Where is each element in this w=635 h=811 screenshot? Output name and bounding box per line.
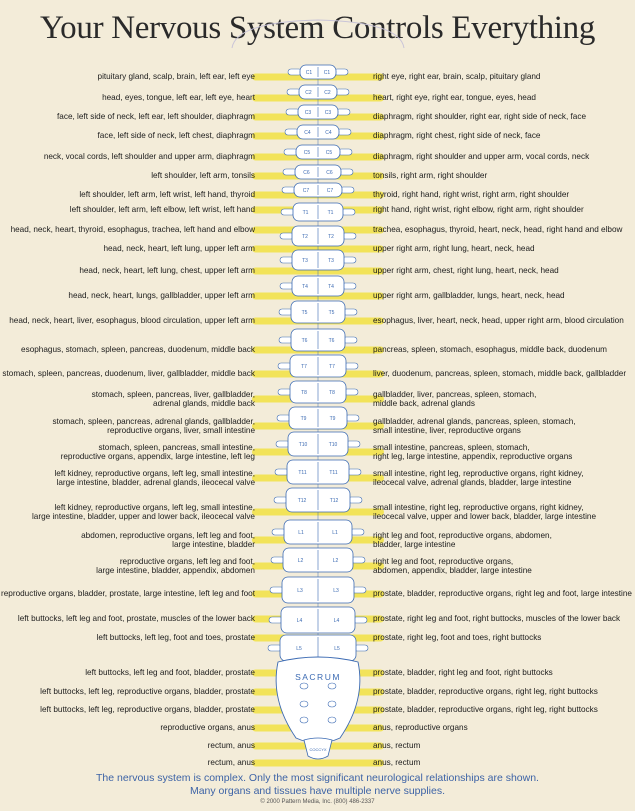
left-nerve-label: head, neck, heart, thyroid, esophagus, trachea, left hand and elbow <box>10 225 255 235</box>
vertebra-label-left-L2: L2 <box>297 558 304 564</box>
vertebra-label-right-T9: T9 <box>329 416 336 422</box>
vertebra-label-right-C3: C3 <box>324 110 332 116</box>
vertebra-label-left-T5: T5 <box>301 310 308 316</box>
left-nerve-label: rectum, anus <box>207 758 255 768</box>
vertebra-label-right-C2: C2 <box>324 90 331 96</box>
left-nerve-label: left buttocks, left leg, reproductive organs, bladder, prostate <box>40 705 255 715</box>
left-nerve-label: stomach, spleen, pancreas, adrenal glands, gallbladder, reproductive organs, liver, small intestine <box>52 416 255 435</box>
vertebra-label-right-T1: T1 <box>327 210 334 216</box>
vertebra-label-left-C3: C3 <box>304 110 312 116</box>
poster-title: Your Nervous System Controls Everything <box>39 10 596 46</box>
vertebra-label-right-T8: T8 <box>329 390 335 396</box>
right-nerve-label: prostate, bladder, reproductive organs, right leg, right buttocks <box>373 705 598 715</box>
vertebra-label-right-T11: T11 <box>329 470 338 476</box>
right-nerve-label: gallbladder, adrenal glands, pancreas, spleen, stomach, small intestine, liver, reproductive organs <box>373 416 576 435</box>
left-nerve-label: reproductive organs, left leg and foot, large intestine, bladder, appendix, abdomen <box>96 556 255 575</box>
vertebra-label-left-T6: T6 <box>301 338 308 344</box>
left-nerve-label: stomach, spleen, pancreas, liver, gallbladder, adrenal glands, middle back <box>91 389 255 408</box>
right-nerve-label: prostate, bladder, reproductive organs, right leg, right buttocks <box>373 687 598 697</box>
skull-outline <box>232 20 404 48</box>
vertebra-label-left-L1: L1 <box>298 530 304 536</box>
left-nerve-label: head, neck, heart, left lung, upper left arm <box>103 244 255 254</box>
vertebra-label-left-C5: C5 <box>303 150 311 156</box>
right-nerve-label: pancreas, spleen, stomach, esophagus, middle back, duodenum <box>373 345 607 355</box>
right-nerve-label: right eye, right ear, brain, scalp, pituitary gland <box>373 72 541 82</box>
vertebra-label-left-L3: L3 <box>297 588 303 594</box>
vertebra-label-left-L4: L4 <box>296 618 303 624</box>
right-nerve-label: small intestine, pancreas, spleen, stomach, right leg, large intestine, appendix, reproductive organs <box>373 442 573 461</box>
left-nerve-label: left kidney, reproductive organs, left leg, small intestine, large intestine, bladder, upper and lower back, ileocecal valve <box>31 502 255 521</box>
vertebra-label-left-T9: T9 <box>300 416 307 422</box>
left-nerve-label: left buttocks, left leg and foot, bladder, prostate <box>85 668 255 678</box>
vertebra-label-right-C5: C5 <box>325 150 333 156</box>
vertebra-label-right-C6: C6 <box>326 170 333 176</box>
right-nerve-label: upper right arm, gallbladder, lungs, heart, neck, head <box>373 291 565 301</box>
left-nerve-label: stomach, spleen, pancreas, small intestine, reproductive organs, appendix, large intestine, left leg <box>60 442 255 461</box>
vertebra-label-right-C1: C1 <box>323 70 331 76</box>
left-nerve-label: esophagus, stomach, spleen, pancreas, duodenum, middle back <box>21 345 255 355</box>
right-nerve-label: anus, rectum <box>373 741 421 751</box>
right-nerve-label: upper right arm, right lung, heart, neck, head <box>373 244 535 254</box>
right-nerve-label: right hand, right wrist, right elbow, right arm, right shoulder <box>373 205 584 215</box>
left-nerve-label: reproductive organs, bladder, prostate, large intestine, left leg and foot <box>1 589 255 599</box>
right-nerve-label: diaphragm, right shoulder and upper arm, vocal cords, neck <box>373 152 590 162</box>
vertebra-label-left-C2: C2 <box>305 90 312 96</box>
right-nerve-label: diaphragm, right chest, right side of neck, face <box>373 131 541 141</box>
vertebra-label-left-T7: T7 <box>301 364 307 370</box>
left-nerve-label: left shoulder, left arm, left wrist, left hand, thyroid <box>79 190 255 200</box>
vertebra-label-left-C1: C1 <box>305 70 313 76</box>
left-nerve-label: pituitary gland, scalp, brain, left ear, left eye <box>97 72 255 82</box>
vertebra-label-left-C4: C4 <box>304 130 311 136</box>
vertebra-label-right-T4: T4 <box>328 284 334 290</box>
left-nerve-label: head, neck, heart, lungs, gallbladder, upper left arm <box>68 291 255 301</box>
left-nerve-label: face, left side of neck, left chest, diaphragm <box>97 131 255 141</box>
vertebra-label-right-L1: L1 <box>332 530 338 536</box>
vertebra-label-right-T10: T10 <box>328 442 338 448</box>
vertebra-label-left-T10: T10 <box>298 442 308 448</box>
left-nerve-label: left shoulder, left arm, tonsils <box>151 171 255 181</box>
left-nerve-label: left kidney, reproductive organs, left leg, small intestine, large intestine, bladder, adrenal glands, ileocecal valve <box>54 468 255 487</box>
vertebra-label-left-T4: T4 <box>302 284 308 290</box>
vertebra-label-right-T12: T12 <box>329 498 339 504</box>
vertebra-label-right-T7: T7 <box>329 364 335 370</box>
right-nerve-label: anus, reproductive organs <box>373 723 468 733</box>
vertebra-label-right-L5: L5 <box>334 646 340 652</box>
vertebra-label-left-T8: T8 <box>301 390 307 396</box>
left-nerve-label: left buttocks, left leg and foot, prostate, muscles of the lower back <box>17 614 255 624</box>
right-nerve-label: tonsils, right arm, right shoulder <box>373 171 488 181</box>
right-nerve-label: small intestine, right leg, reproductive organs, right kidney, ileocecal valve, upper and lower back, bladder, large intestine <box>373 502 597 521</box>
vertebra-label-left-L5: L5 <box>296 646 302 652</box>
footer-note-line-1: The nervous system is complex. Only the most significant neurological relationships are shown. <box>96 772 539 784</box>
sacrum-label: SACRUM <box>295 672 341 682</box>
vertebra-label-right-T5: T5 <box>328 310 335 316</box>
left-nerve-label: face, left side of neck, left ear, left shoulder, diaphragm <box>57 112 255 122</box>
left-nerve-label: head, neck, heart, left lung, chest, upper left arm <box>79 266 255 276</box>
right-nerve-label: prostate, right leg and foot, right buttocks, muscles of the lower back <box>373 614 621 624</box>
vertebra-label-right-L3: L3 <box>333 588 339 594</box>
right-nerve-label: right leg and foot, reproductive organs, abdomen, appendix, bladder, large intestine <box>373 556 532 575</box>
right-nerve-label: gallbladder, liver, pancreas, spleen, stomach, middle back, adrenal glands <box>373 389 537 408</box>
right-nerve-label: esophagus, liver, heart, neck, head, upper right arm, blood circulation <box>373 316 624 326</box>
right-nerve-label: prostate, bladder, right leg and foot, right buttocks <box>373 668 553 678</box>
vertebra-label-left-T3: T3 <box>302 258 308 264</box>
left-nerve-label: left buttocks, left leg, reproductive organs, bladder, prostate <box>40 687 255 697</box>
left-nerve-label: neck, vocal cords, left shoulder and upper arm, diaphragm <box>43 152 255 162</box>
right-nerve-label: trachea, esophagus, thyroid, heart, neck, head, right hand and elbow <box>373 225 623 235</box>
right-nerve-label: thyroid, right hand, right wrist, right arm, right shoulder <box>373 190 570 200</box>
left-nerve-label: left buttocks, left leg, foot and toes, prostate <box>96 633 255 643</box>
vertebra-label-right-L4: L4 <box>333 618 340 624</box>
vertebra-label-left-T2: T2 <box>302 234 308 240</box>
copyright: © 2000 Pattern Media, Inc. (800) 486-2337 <box>260 799 375 805</box>
vertebra-label-left-T1: T1 <box>302 210 309 216</box>
left-nerve-label: rectum, anus <box>207 741 255 751</box>
right-nerve-label: anus, rectum <box>373 758 421 768</box>
vertebra-label-left-T12: T12 <box>297 498 307 504</box>
vertebra-label-left-C6: C6 <box>303 170 310 176</box>
right-nerve-label: upper right arm, chest, right lung, heart, neck, head <box>373 266 559 276</box>
right-nerve-label: prostate, right leg, foot and toes, right buttocks <box>373 633 542 643</box>
right-nerve-label: small intestine, right leg, reproductive organs, right kidney, ileocecal valve, adrenal glands, bladder, large intestine <box>373 468 584 487</box>
vertebra-label-left-C7: C7 <box>302 188 310 194</box>
left-nerve-label: reproductive organs, anus <box>160 723 255 733</box>
left-nerve-label: head, eyes, tongue, left ear, left eye, heart <box>102 93 255 103</box>
vertebra-label-right-L2: L2 <box>332 558 339 564</box>
coccyx-label: COCCYX <box>309 747 327 752</box>
right-nerve-label: heart, right eye, right ear, tongue, eyes, head <box>373 93 536 103</box>
vertebra-label-right-C7: C7 <box>326 188 334 194</box>
left-nerve-label: left shoulder, left arm, left elbow, left wrist, left hand <box>69 205 255 215</box>
footer-note-line-2: Many organs and tissues have multiple nerve supplies. <box>189 785 446 797</box>
left-nerve-label: stomach, spleen, pancreas, duodenum, liver, gallbladder, middle back <box>2 369 255 379</box>
right-nerve-label: liver, duodenum, pancreas, spleen, stomach, middle back, gallbladder <box>373 369 627 379</box>
nerve-band-31 <box>252 760 384 767</box>
vertebra-label-right-T3: T3 <box>328 258 334 264</box>
right-nerve-label: right leg and foot, reproductive organs, abdomen, bladder, large intestine <box>373 530 552 549</box>
right-nerve-label: diaphragm, right shoulder, right ear, right side of neck, face <box>373 112 586 122</box>
right-nerve-label: prostate, bladder, reproductive organs, right leg and foot, large intestine <box>373 589 632 599</box>
vertebra-label-right-C4: C4 <box>325 130 332 136</box>
left-nerve-label: head, neck, heart, liver, esophagus, blood circulation, upper left arm <box>9 316 255 326</box>
vertebra-label-right-T2: T2 <box>328 234 334 240</box>
left-nerve-label: abdomen, reproductive organs, left leg and foot, large intestine, bladder <box>81 530 255 549</box>
vertebra-label-right-T6: T6 <box>328 338 335 344</box>
vertebra-label-left-T11: T11 <box>298 470 307 476</box>
